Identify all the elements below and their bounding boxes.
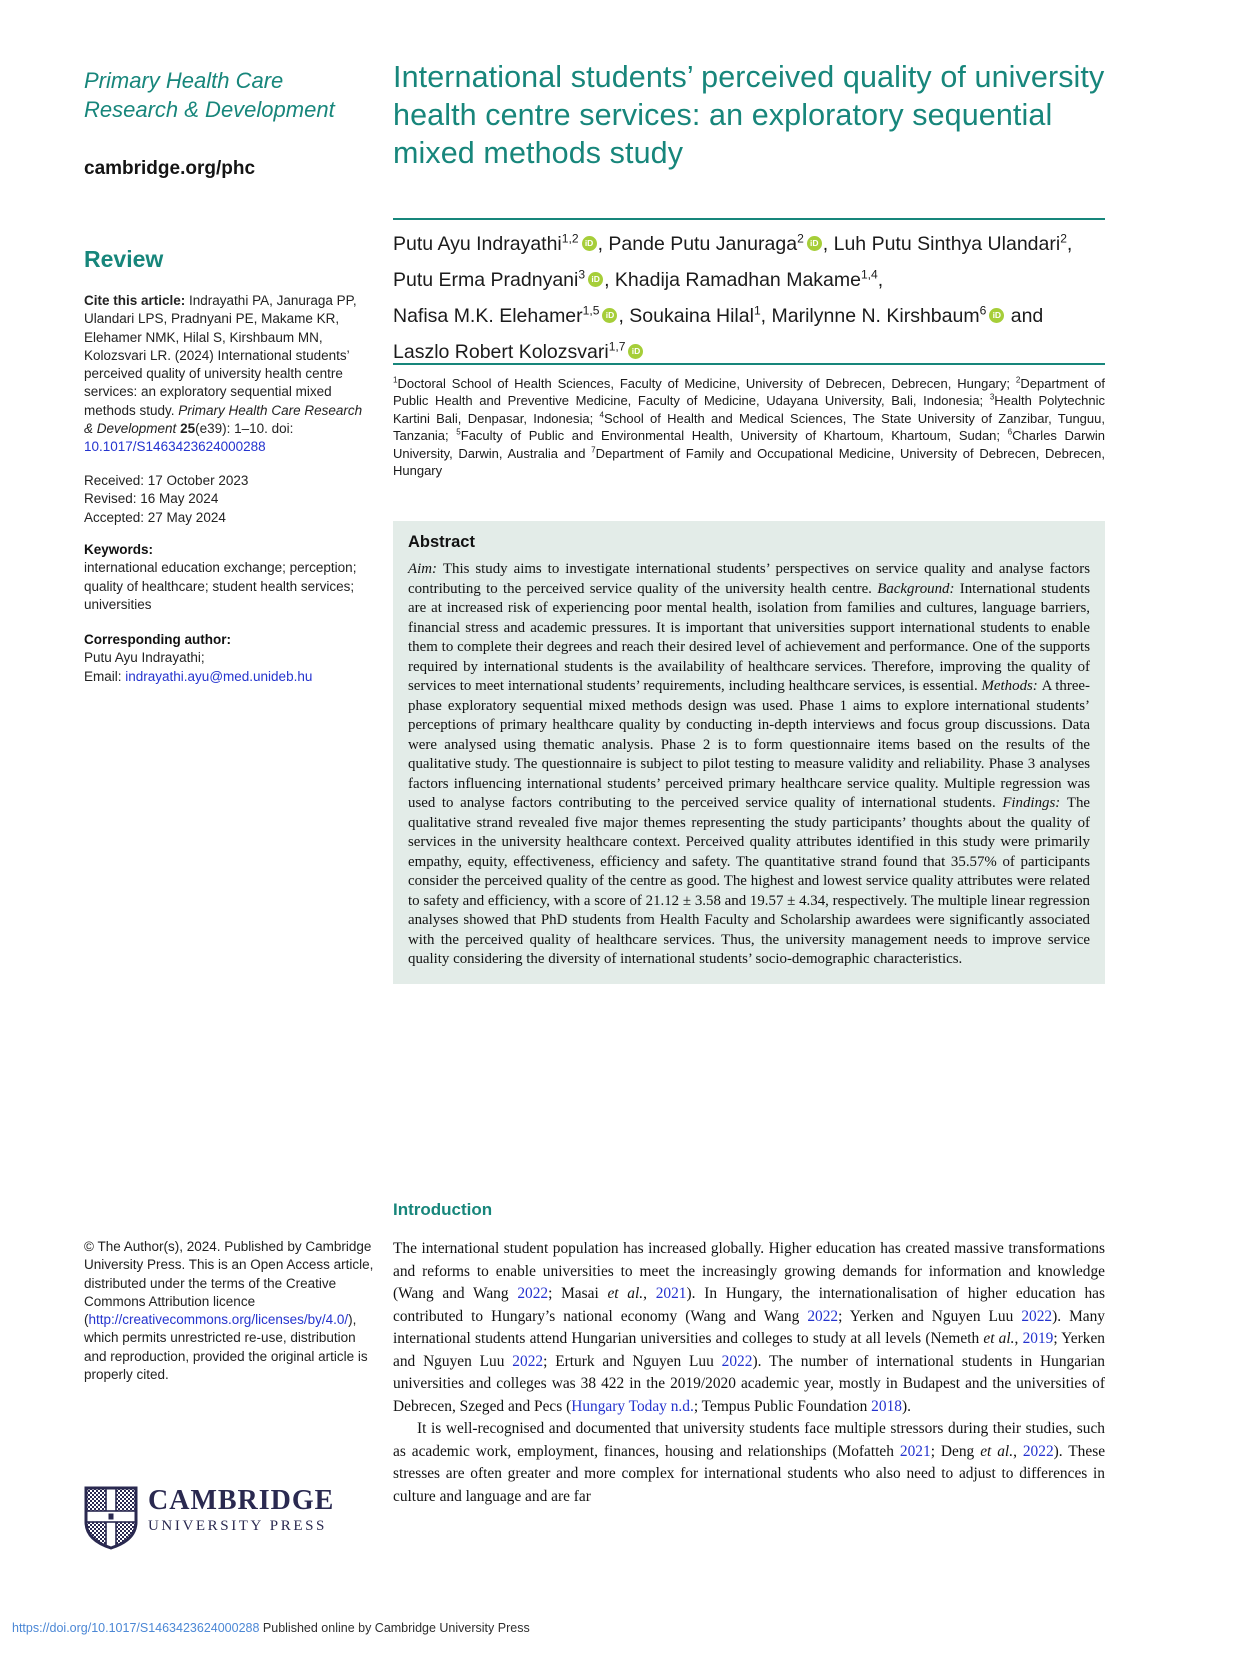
journal-url: cambridge.org/phc xyxy=(84,158,256,179)
text-segment: Background: xyxy=(877,580,960,597)
publisher-wordmark xyxy=(148,1486,334,1536)
affiliation-superscript: 1,7 xyxy=(608,339,626,354)
citation-link[interactable]: 2022 xyxy=(1022,1442,1054,1460)
author-line: Putu Ayu Indrayathi$^{1,2}$ iD , Pande Putu Januraga$^2$ iD , Luh Putu Sinthya Ulandari$^2$, xyxy=(393,231,1073,255)
abstract-heading: Abstract xyxy=(408,533,475,551)
corresponding-author-email: Email: indrayathi.ayu@med.unideb.hu xyxy=(84,668,313,684)
publisher-logo xyxy=(84,1486,374,1550)
cambridge-shield-icon xyxy=(84,1486,138,1550)
affiliation-superscript: 2 xyxy=(797,231,804,246)
affiliations: $^1$Doctoral School of Health Sciences, Faculty of Medicine, University of Debrecen, Debrecen, Hungary; $^2$Department of Public Health and Preventive Medicine, Faculty of Medicine, Udayana University, Bali, Indonesia; $^3$Health Polytechnic Kartini Bali, Denpasar, Indonesia; $^4$School of Health and Medical Sciences, The State University of Zanzibar, Tunguu, Tanzania; $^5$Faculty of Public and Environmental Health, University of Khartoum, Khartoum, Sudan; $^6$Charles Darwin University, Darwin, Australia and $^7$Department of Family and Occupational Medicine, University of Debrecen, Debrecen, Hungary xyxy=(393,375,1106,479)
orcid-icon: iD xyxy=(588,272,603,287)
article-history xyxy=(84,472,374,527)
affiliation-superscript: 6 xyxy=(979,303,987,318)
affiliation-superscript: 2 xyxy=(1015,375,1021,385)
citation-link[interactable]: 2019 xyxy=(1022,1330,1054,1347)
journal-title-line: Primary Health Care xyxy=(84,68,284,93)
affiliation-superscript: 1 xyxy=(393,375,398,385)
journal-title xyxy=(84,66,374,124)
author-line: Nafisa M.K. Elehamer$^{1,5}$ iD , Soukaina Hilal$^1$, Marilynne N. Kirshbaum$^6$ iD and xyxy=(393,303,1044,327)
introduction-body xyxy=(393,1238,1105,1508)
text-segment: Primary Health Care Research & Development xyxy=(84,402,363,437)
affiliation-superscript: 3 xyxy=(989,393,995,403)
affiliation-superscript: 5 xyxy=(456,427,461,437)
orcid-icon: iD xyxy=(989,308,1004,323)
citation-link[interactable]: 2021 xyxy=(899,1442,931,1460)
affiliation-superscript: 2 xyxy=(1060,231,1067,246)
copyright-notice: © The Author(s), 2024. Published by Cambridge University Press. This is an Open Access article, distributed under the terms of the Creative Commons Attribution licence (http://creativecommons.org/licenses/by/4.0/), which permits unrestricted re-use, distribution and reproduction, provided the original article is properly cited. xyxy=(84,1239,374,1383)
text-segment: Findings: xyxy=(1002,795,1067,811)
cc-license-link[interactable]: http://creativecommons.org/licenses/by/4.0/ xyxy=(88,1312,349,1328)
article-title: International students’ perceived quality of university health centre services: an exploratory sequential mixed methods study xyxy=(393,60,1105,170)
citation-link[interactable]: 2022 xyxy=(807,1307,839,1325)
corresponding-author-block xyxy=(84,631,374,686)
section-label: Review xyxy=(84,246,164,272)
citation-link[interactable]: Hungary Today n.d. xyxy=(571,1397,694,1415)
sidebar xyxy=(84,0,374,1653)
doi-link[interactable]: 10.1017/S1463423624000288 xyxy=(84,439,266,455)
citation-link[interactable]: 2022 xyxy=(1021,1307,1053,1325)
abstract-text: Aim: This study aims to investigate international students’ perspectives on service quality and analyse factors contributing to the perceived service quality of the university health centre. Background: International students are at increased risk of experiencing poor mental health, isolation from families and cultures, language barriers, financial stress and academic pressures. It is important that universities support international students to enable them to complete their degrees and reach their desired level of achievement and performance. One of the supports required by international students is the availability of healthcare services. Therefore, improving the quality of services to meet international students’ requirements, including healthcare services, is essential. Methods: A three-phase exploratory sequential mixed methods design was used. Phase 1 aims to explore international students’ perceptions of primary healthcare quality by conducting in-depth interviews and focus group discussions. Data were analysed using thematic analysis. Phase 2 is to form questionnaire items based on the results of the qualitative study. The questionnaire is subject to pilot testing to measure validity and reliability. Phase 3 analyses factors influencing international students’ perceived primary healthcare service quality. Multiple regression was used to analyse factors contributing to the perceived service quality of international students. Findings: The qualitative strand revealed five major themes representing the study participants’ thoughts about the quality of services in the university healthcare context. Perceived quality attributes identified in this study were primarily empathy, equity, effectiveness, efficiency and safety. The quantitative strand found that 35.57% of participants consider the perceived quality of the centre as good. The highest and lowest service quality attributes were related to safety and efficiency, with a score of 21.12 ± 3.58 and 19.57 ± 4.34, respectively. The multiple linear regression analyses showed that PhD students from Health Faculty and Scholarship awardees were significantly associated with the perceived quality of healthcare services. Thus, the university management needs to improve service quality considering the diversity of international students’ socio-demographic characteristics. xyxy=(408,561,1091,967)
affiliation-superscript: 7 xyxy=(591,445,596,455)
affiliation-superscript: 1,4 xyxy=(860,267,878,282)
keywords-text: international education exchange; perception; quality of healthcare; student health services; universities xyxy=(84,560,357,612)
revised-date: Revised: 16 May 2024 xyxy=(84,491,219,507)
article-content xyxy=(393,0,1105,1653)
introduction-paragraph: The international student population has increased globally. Higher education has created massive transformations and reforms to enable universities to meet the increasingly growing demands for information and knowledge (Wang and Wang 2022; Masai et al., 2021). In Hungary, the internationalisation of higher education has contributed to Hungary’s national economy (Wang and Wang 2022; Yerken and Nguyen Luu 2022). Many international students attend Hungarian universities and colleges to study at all levels (Nemeth et al., 2019; Yerken and Nguyen Luu 2022; Erturk and Nguyen Luu 2022). The number of international students in Hungarian universities and colleges was 38 422 in the 2019/2020 academic year, mostly in Budapest and the universities of Debrecen, Szeged and Pecs (Hungary Today n.d.; Tempus Public Foundation 2018). xyxy=(393,1240,1105,1415)
author-line: Putu Erma Pradnyani$^3$ iD , Khadija Ramadhan Makame$^{1,4}$, xyxy=(393,267,884,291)
affiliation-superscript: 1,5 xyxy=(582,303,600,318)
citation-link[interactable]: 2018 xyxy=(871,1397,902,1415)
divider xyxy=(393,218,1105,220)
citation-link[interactable]: 2022 xyxy=(517,1285,549,1302)
text-segment: et al. xyxy=(983,1330,1015,1347)
abstract-box xyxy=(393,521,1105,984)
text-segment: 25 xyxy=(180,421,196,437)
introduction-paragraph: It is well-recognised and documented that university students face multiple stressors during their studies, such as academic work, employment, finances, housing and relationships (Mofatteh 2021; Deng et al., 2022). These stresses are often greater and more complex for international students who also need to adjust to differences in culture and language and are far xyxy=(393,1420,1106,1505)
email-link[interactable]: indrayathi.ayu@med.unideb.hu xyxy=(125,668,313,684)
orcid-icon: iD xyxy=(582,236,597,251)
affiliation-superscript: 6 xyxy=(1007,427,1013,437)
citation-block: Cite this article: Indrayathi PA, Januraga PP, Ulandari LPS, Pradnyani PE, Makame KR, Elehamer NMK, Hilal S, Kirshbaum MN, Kolozsvari LR. (2024) International students’ perceived quality of university health centre services: an exploratory sequential mixed methods study. Primary Health Care Research & Development 25(e39): 1–10. doi: 10.1017/S1463423624000288 xyxy=(84,293,363,455)
corresponding-author-label: Corresponding author: xyxy=(84,632,231,647)
orcid-icon: iD xyxy=(602,308,617,323)
citation-link[interactable]: 2022 xyxy=(721,1352,753,1370)
publisher-subname: UNIVERSITY PRESS xyxy=(148,1518,327,1534)
affiliation-superscript: 3 xyxy=(578,267,586,282)
affiliation-superscript: 1 xyxy=(753,303,761,318)
orcid-icon: iD xyxy=(807,236,822,251)
divider xyxy=(393,363,1105,365)
text-segment: Methods: xyxy=(981,678,1042,694)
author-line: Laszlo Robert Kolozsvari$^{1,7}$ iD xyxy=(393,334,1105,370)
text-segment: et al. xyxy=(607,1285,644,1302)
affiliation-superscript: 4 xyxy=(599,410,604,420)
text-segment: Aim: xyxy=(408,561,443,577)
orcid-icon: iD xyxy=(628,344,643,359)
citation-link[interactable]: 2022 xyxy=(512,1352,544,1370)
introduction-heading: Introduction xyxy=(393,1200,493,1219)
keywords-label: Keywords: xyxy=(84,542,154,557)
publisher-name: CAMBRIDGE xyxy=(148,1485,335,1516)
author-list xyxy=(393,226,1105,370)
footer-doi-link[interactable]: https://doi.org/10.1017/S1463423624000288 xyxy=(12,1621,260,1635)
citation-link[interactable]: 2021 xyxy=(655,1285,687,1302)
corresponding-author-name: Putu Ayu Indrayathi; xyxy=(84,650,205,666)
page-footer: https://doi.org/10.1017/S1463423624000288 Published online by Cambridge University Press xyxy=(12,1621,530,1635)
text-segment: Cite this article: xyxy=(84,293,190,308)
keywords-block xyxy=(84,541,374,614)
accepted-date: Accepted: 27 May 2024 xyxy=(84,509,226,525)
journal-title-line: Research & Development xyxy=(84,97,335,122)
received-date: Received: 17 October 2023 xyxy=(84,473,249,488)
text-segment: et al. xyxy=(980,1442,1014,1460)
affiliation-superscript: 1,2 xyxy=(561,231,579,246)
